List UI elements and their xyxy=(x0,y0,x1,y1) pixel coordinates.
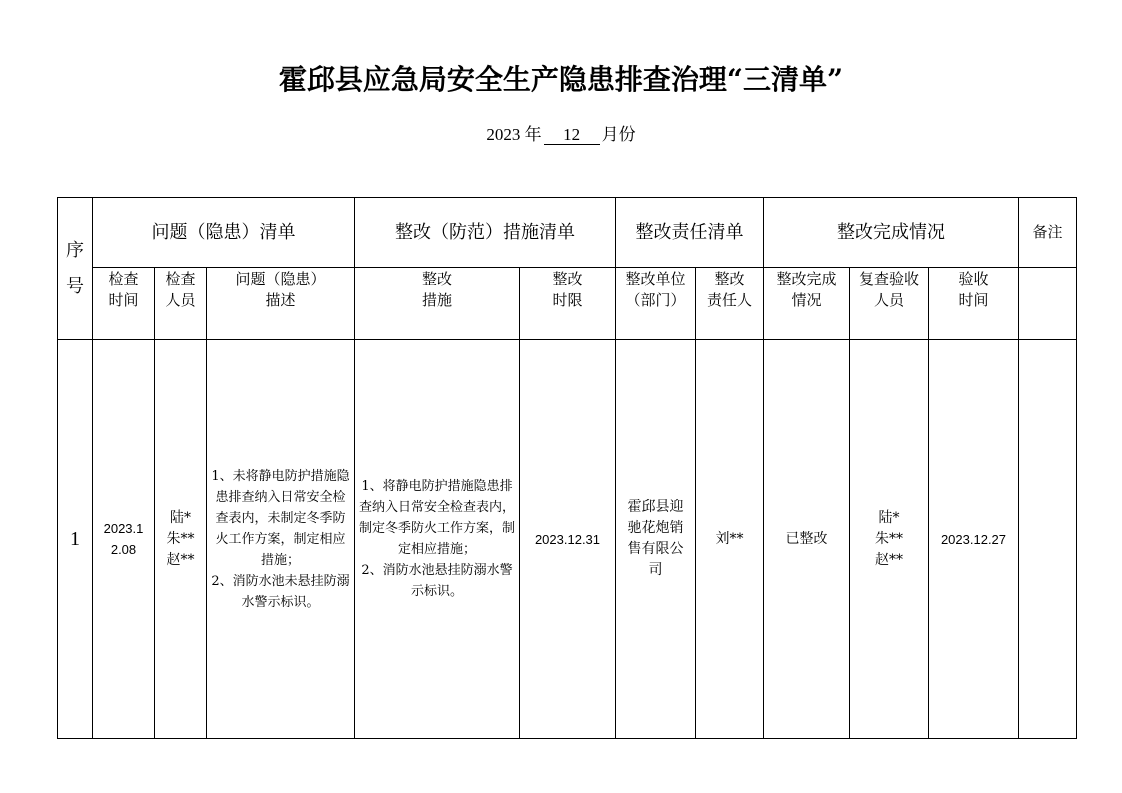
status-header: 整改完成 情况 xyxy=(764,268,850,340)
report-year: 2023 xyxy=(486,125,521,144)
check-time-header: 检查 时间 xyxy=(93,268,155,340)
row-reviewer: 陆* 朱** 赵** xyxy=(850,340,929,739)
problem-desc-header: 问题（隐患） 描述 xyxy=(207,268,355,340)
reviewer-header: 复查验收 人员 xyxy=(850,268,929,340)
sub-header-row xyxy=(58,268,1077,340)
row-accept-time: 2023.12.27 xyxy=(929,340,1019,739)
note-sub-header xyxy=(1019,268,1077,340)
deadline-header: 整改 时限 xyxy=(520,268,616,340)
row-note xyxy=(1019,340,1077,739)
row-seq: 1 xyxy=(58,340,93,739)
measure-list-header: 整改（防范）措施清单 xyxy=(355,198,616,268)
accept-time-header: 验收 时间 xyxy=(929,268,1019,340)
row-status: 已整改 xyxy=(764,340,850,739)
row-responsible: 刘** xyxy=(696,340,764,739)
seq-header: 序 号 xyxy=(58,198,93,340)
report-month: 12 xyxy=(544,126,600,145)
note-header: 备注 xyxy=(1019,198,1077,268)
row-unit: 霍邱县迎驰花炮销售有限公司 xyxy=(616,340,696,739)
document-title: 霍邱县应急局安全生产隐患排查治理“三清单” xyxy=(278,63,844,96)
responsibility-list-header: 整改责任清单 xyxy=(616,198,764,268)
row-measure: 1、将静电防护措施隐患排查纳入日常安全检查表内，制定冬季防火工作方案，制定相应措施； 2、消防水池悬挂防溺水警示标识。 xyxy=(355,340,520,739)
row-deadline: 2023.12.31 xyxy=(520,340,616,739)
unit-header: 整改单位 （部门） xyxy=(616,268,696,340)
problem-list-header: 问题（隐患）清单 xyxy=(93,198,355,268)
measure-header: 整改 措施 xyxy=(355,268,520,340)
inspector-header: 检查 人员 xyxy=(155,268,207,340)
row-inspector: 陆* 朱** 赵** xyxy=(155,340,207,739)
table-row xyxy=(58,340,1077,739)
hazard-checklist-table xyxy=(57,197,1077,739)
year-suffix: 年 xyxy=(524,125,542,144)
month-suffix: 月份 xyxy=(601,125,636,144)
report-period xyxy=(0,120,1122,145)
completion-header: 整改完成情况 xyxy=(764,198,1019,268)
group-header-row xyxy=(58,198,1077,268)
row-problem-desc: 1、未将静电防护措施隐患排查纳入日常安全检查表内，未制定冬季防火工作方案，制定相应措施； 2、消防水池未悬挂防溺水警示标识。 xyxy=(207,340,355,739)
row-check-time: 2023.1 2.08 xyxy=(93,340,155,739)
responsible-header: 整改 责任人 xyxy=(696,268,764,340)
